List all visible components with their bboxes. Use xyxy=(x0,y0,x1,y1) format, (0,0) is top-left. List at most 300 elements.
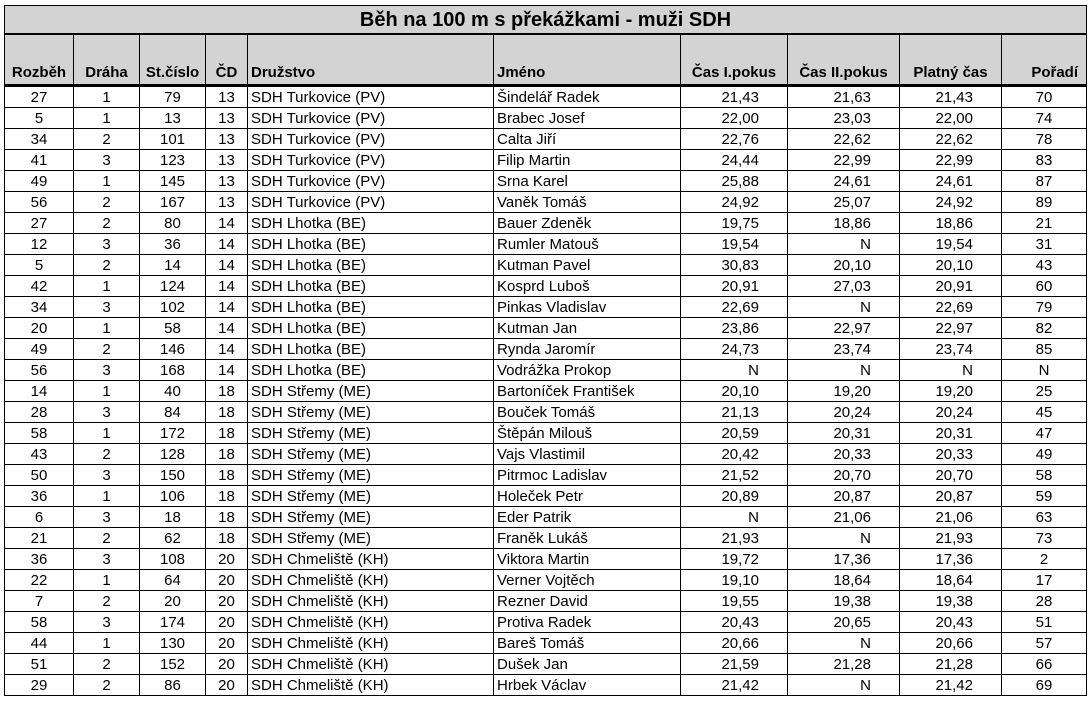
cell-rank: 28 xyxy=(1002,591,1087,612)
cell-time-1: 20,59 xyxy=(681,423,788,444)
cell-draha: 3 xyxy=(74,465,140,486)
cell-time-1: 24,44 xyxy=(681,150,788,171)
cell-cd: 14 xyxy=(206,339,248,360)
cell-rozbeh: 56 xyxy=(5,192,74,213)
cell-time-2: N xyxy=(788,360,900,381)
cell-start-number: 128 xyxy=(140,444,206,465)
cell-time-2: N xyxy=(788,234,900,255)
results-table xyxy=(4,5,1087,696)
cell-team: SDH Chmeliště (KH) xyxy=(248,654,494,675)
cell-cd: 13 xyxy=(206,192,248,213)
cell-rozbeh: 14 xyxy=(5,381,74,402)
cell-team: SDH Střemy (ME) xyxy=(248,528,494,549)
cell-draha: 2 xyxy=(74,591,140,612)
cell-time-1: 19,72 xyxy=(681,549,788,570)
col-header-time-2: Čas II.pokus xyxy=(788,34,900,86)
cell-draha: 3 xyxy=(74,507,140,528)
cell-start-number: 84 xyxy=(140,402,206,423)
table-row xyxy=(5,549,1087,570)
cell-valid-time: 18,64 xyxy=(900,570,1002,591)
cell-rank: 51 xyxy=(1002,612,1087,633)
cell-start-number: 102 xyxy=(140,297,206,318)
cell-rank: 70 xyxy=(1002,86,1087,108)
cell-valid-time: 20,33 xyxy=(900,444,1002,465)
cell-name: Rumler Matouš xyxy=(494,234,681,255)
cell-start-number: 79 xyxy=(140,86,206,108)
cell-team: SDH Chmeliště (KH) xyxy=(248,549,494,570)
cell-cd: 20 xyxy=(206,633,248,654)
cell-start-number: 18 xyxy=(140,507,206,528)
cell-cd: 14 xyxy=(206,297,248,318)
cell-team: SDH Střemy (ME) xyxy=(248,381,494,402)
cell-name: Kutman Jan xyxy=(494,318,681,339)
cell-cd: 18 xyxy=(206,423,248,444)
table-row xyxy=(5,675,1087,696)
cell-rank: 2 xyxy=(1002,549,1087,570)
cell-name: Franěk Lukáš xyxy=(494,528,681,549)
table-row xyxy=(5,360,1087,381)
cell-valid-time: 22,99 xyxy=(900,150,1002,171)
cell-cd: 14 xyxy=(206,276,248,297)
cell-name: Rynda Jaromír xyxy=(494,339,681,360)
cell-time-2: 24,61 xyxy=(788,171,900,192)
cell-rank: 74 xyxy=(1002,108,1087,129)
cell-draha: 3 xyxy=(74,612,140,633)
cell-valid-time: 18,86 xyxy=(900,213,1002,234)
cell-start-number: 108 xyxy=(140,549,206,570)
cell-valid-time: 20,91 xyxy=(900,276,1002,297)
cell-draha: 2 xyxy=(74,192,140,213)
cell-start-number: 64 xyxy=(140,570,206,591)
cell-time-1: 20,89 xyxy=(681,486,788,507)
cell-rozbeh: 12 xyxy=(5,234,74,255)
cell-time-2: 18,86 xyxy=(788,213,900,234)
table-row xyxy=(5,444,1087,465)
cell-draha: 2 xyxy=(74,444,140,465)
cell-name: Hrbek Václav xyxy=(494,675,681,696)
cell-time-1: 20,10 xyxy=(681,381,788,402)
cell-team: SDH Turkovice (PV) xyxy=(248,108,494,129)
cell-cd: 18 xyxy=(206,486,248,507)
cell-time-1: 30,83 xyxy=(681,255,788,276)
table-row xyxy=(5,86,1087,108)
cell-name: Vodrážka Prokop xyxy=(494,360,681,381)
cell-time-2: 20,65 xyxy=(788,612,900,633)
table-row xyxy=(5,507,1087,528)
cell-time-1: N xyxy=(681,360,788,381)
cell-time-1: 21,13 xyxy=(681,402,788,423)
cell-time-2: 20,24 xyxy=(788,402,900,423)
cell-rozbeh: 36 xyxy=(5,486,74,507)
table-row xyxy=(5,486,1087,507)
cell-time-2: 17,36 xyxy=(788,549,900,570)
cell-rozbeh: 5 xyxy=(5,108,74,129)
cell-cd: 18 xyxy=(206,465,248,486)
table-row xyxy=(5,234,1087,255)
cell-start-number: 20 xyxy=(140,591,206,612)
table-row xyxy=(5,108,1087,129)
cell-rank: 85 xyxy=(1002,339,1087,360)
cell-valid-time: 22,97 xyxy=(900,318,1002,339)
cell-name: Bauer Zdeněk xyxy=(494,213,681,234)
table-row xyxy=(5,276,1087,297)
cell-time-1: 19,54 xyxy=(681,234,788,255)
cell-start-number: 86 xyxy=(140,675,206,696)
cell-time-2: 23,03 xyxy=(788,108,900,129)
cell-name: Verner Vojtěch xyxy=(494,570,681,591)
cell-time-2: 18,64 xyxy=(788,570,900,591)
cell-valid-time: 20,70 xyxy=(900,465,1002,486)
table-row xyxy=(5,255,1087,276)
cell-start-number: 167 xyxy=(140,192,206,213)
cell-time-1: 21,52 xyxy=(681,465,788,486)
cell-time-1: 22,76 xyxy=(681,129,788,150)
cell-rozbeh: 49 xyxy=(5,171,74,192)
cell-draha: 3 xyxy=(74,234,140,255)
cell-start-number: 13 xyxy=(140,108,206,129)
cell-rank: 69 xyxy=(1002,675,1087,696)
col-header-time-1: Čas I.pokus xyxy=(681,34,788,86)
cell-cd: 14 xyxy=(206,360,248,381)
table-row xyxy=(5,339,1087,360)
col-header-rank: Pořadí xyxy=(1002,34,1087,86)
table-row xyxy=(5,297,1087,318)
cell-valid-time: 19,54 xyxy=(900,234,1002,255)
cell-valid-time: 19,38 xyxy=(900,591,1002,612)
cell-rozbeh: 41 xyxy=(5,150,74,171)
cell-draha: 2 xyxy=(74,129,140,150)
cell-rank: N xyxy=(1002,360,1087,381)
cell-cd: 13 xyxy=(206,171,248,192)
table-row xyxy=(5,423,1087,444)
cell-time-2: 20,33 xyxy=(788,444,900,465)
cell-draha: 1 xyxy=(74,318,140,339)
cell-rozbeh: 36 xyxy=(5,549,74,570)
cell-time-1: 21,42 xyxy=(681,675,788,696)
col-header-valid-time: Platný čas xyxy=(900,34,1002,86)
cell-rozbeh: 5 xyxy=(5,255,74,276)
cell-rank: 79 xyxy=(1002,297,1087,318)
cell-draha: 1 xyxy=(74,171,140,192)
cell-valid-time: 20,10 xyxy=(900,255,1002,276)
cell-team: SDH Chmeliště (KH) xyxy=(248,675,494,696)
col-header-name: Jméno xyxy=(494,34,681,86)
cell-time-2: N xyxy=(788,675,900,696)
cell-team: SDH Chmeliště (KH) xyxy=(248,633,494,654)
cell-team: SDH Střemy (ME) xyxy=(248,465,494,486)
col-header-cd: ČD xyxy=(206,34,248,86)
cell-rank: 31 xyxy=(1002,234,1087,255)
cell-valid-time: 21,06 xyxy=(900,507,1002,528)
cell-draha: 1 xyxy=(74,276,140,297)
cell-start-number: 145 xyxy=(140,171,206,192)
results-sheet xyxy=(4,5,1087,696)
table-row xyxy=(5,402,1087,423)
table-row xyxy=(5,171,1087,192)
cell-rozbeh: 34 xyxy=(5,129,74,150)
table-row xyxy=(5,570,1087,591)
cell-team: SDH Turkovice (PV) xyxy=(248,86,494,108)
title-row xyxy=(5,6,1087,35)
cell-start-number: 40 xyxy=(140,381,206,402)
cell-valid-time: 21,28 xyxy=(900,654,1002,675)
cell-start-number: 168 xyxy=(140,360,206,381)
cell-time-1: 21,93 xyxy=(681,528,788,549)
cell-valid-time: 20,43 xyxy=(900,612,1002,633)
cell-time-2: 20,87 xyxy=(788,486,900,507)
cell-rozbeh: 50 xyxy=(5,465,74,486)
cell-valid-time: 20,87 xyxy=(900,486,1002,507)
cell-name: Eder Patrik xyxy=(494,507,681,528)
cell-valid-time: 22,00 xyxy=(900,108,1002,129)
cell-cd: 18 xyxy=(206,381,248,402)
col-header-team: Družstvo xyxy=(248,34,494,86)
cell-draha: 1 xyxy=(74,633,140,654)
cell-time-2: 22,62 xyxy=(788,129,900,150)
cell-rozbeh: 27 xyxy=(5,86,74,108)
cell-rozbeh: 49 xyxy=(5,339,74,360)
cell-time-2: 22,97 xyxy=(788,318,900,339)
cell-name: Bouček Tomáš xyxy=(494,402,681,423)
table-row xyxy=(5,129,1087,150)
cell-time-2: 21,06 xyxy=(788,507,900,528)
cell-start-number: 150 xyxy=(140,465,206,486)
table-row xyxy=(5,213,1087,234)
cell-team: SDH Lhotka (BE) xyxy=(248,213,494,234)
cell-rank: 87 xyxy=(1002,171,1087,192)
cell-rank: 60 xyxy=(1002,276,1087,297)
cell-rank: 78 xyxy=(1002,129,1087,150)
cell-valid-time: 21,42 xyxy=(900,675,1002,696)
cell-rozbeh: 27 xyxy=(5,213,74,234)
cell-valid-time: 23,74 xyxy=(900,339,1002,360)
cell-draha: 3 xyxy=(74,150,140,171)
table-row xyxy=(5,612,1087,633)
col-header-rozbeh: Rozběh xyxy=(5,34,74,86)
cell-start-number: 130 xyxy=(140,633,206,654)
cell-valid-time: 20,24 xyxy=(900,402,1002,423)
cell-rozbeh: 29 xyxy=(5,675,74,696)
cell-cd: 13 xyxy=(206,129,248,150)
cell-start-number: 124 xyxy=(140,276,206,297)
table-row xyxy=(5,318,1087,339)
cell-time-2: 20,10 xyxy=(788,255,900,276)
cell-rozbeh: 6 xyxy=(5,507,74,528)
cell-draha: 3 xyxy=(74,297,140,318)
cell-rank: 17 xyxy=(1002,570,1087,591)
cell-name: Holeček Petr xyxy=(494,486,681,507)
cell-team: SDH Lhotka (BE) xyxy=(248,360,494,381)
cell-time-1: 20,43 xyxy=(681,612,788,633)
cell-rozbeh: 44 xyxy=(5,633,74,654)
cell-team: SDH Střemy (ME) xyxy=(248,507,494,528)
cell-rank: 73 xyxy=(1002,528,1087,549)
table-row xyxy=(5,465,1087,486)
cell-name: Srna Karel xyxy=(494,171,681,192)
cell-valid-time: 22,62 xyxy=(900,129,1002,150)
cell-draha: 3 xyxy=(74,402,140,423)
table-row xyxy=(5,381,1087,402)
cell-time-1: 21,59 xyxy=(681,654,788,675)
cell-rank: 57 xyxy=(1002,633,1087,654)
cell-cd: 14 xyxy=(206,318,248,339)
cell-team: SDH Chmeliště (KH) xyxy=(248,570,494,591)
cell-cd: 13 xyxy=(206,108,248,129)
cell-name: Pinkas Vladislav xyxy=(494,297,681,318)
cell-time-2: 21,28 xyxy=(788,654,900,675)
cell-rozbeh: 7 xyxy=(5,591,74,612)
cell-rank: 47 xyxy=(1002,423,1087,444)
cell-time-2: N xyxy=(788,528,900,549)
cell-name: Štěpán Milouš xyxy=(494,423,681,444)
cell-start-number: 62 xyxy=(140,528,206,549)
cell-valid-time: N xyxy=(900,360,1002,381)
col-header-start-number: St.číslo xyxy=(140,34,206,86)
cell-team: SDH Lhotka (BE) xyxy=(248,318,494,339)
header-row xyxy=(5,34,1087,86)
cell-time-1: 21,43 xyxy=(681,86,788,108)
cell-time-2: N xyxy=(788,297,900,318)
cell-valid-time: 22,69 xyxy=(900,297,1002,318)
table-row xyxy=(5,633,1087,654)
cell-time-1: 20,42 xyxy=(681,444,788,465)
cell-rozbeh: 43 xyxy=(5,444,74,465)
cell-rank: 89 xyxy=(1002,192,1087,213)
cell-start-number: 106 xyxy=(140,486,206,507)
cell-start-number: 101 xyxy=(140,129,206,150)
cell-name: Filip Martin xyxy=(494,150,681,171)
table-row xyxy=(5,150,1087,171)
cell-team: SDH Turkovice (PV) xyxy=(248,129,494,150)
cell-rank: 43 xyxy=(1002,255,1087,276)
cell-team: SDH Turkovice (PV) xyxy=(248,192,494,213)
cell-draha: 1 xyxy=(74,86,140,108)
cell-rozbeh: 56 xyxy=(5,360,74,381)
cell-name: Dušek Jan xyxy=(494,654,681,675)
cell-draha: 3 xyxy=(74,549,140,570)
cell-time-1: 20,66 xyxy=(681,633,788,654)
cell-cd: 13 xyxy=(206,86,248,108)
cell-time-1: 22,00 xyxy=(681,108,788,129)
cell-draha: 1 xyxy=(74,486,140,507)
cell-rank: 63 xyxy=(1002,507,1087,528)
cell-valid-time: 17,36 xyxy=(900,549,1002,570)
table-row xyxy=(5,192,1087,213)
cell-team: SDH Střemy (ME) xyxy=(248,423,494,444)
cell-name: Pitrmoc Ladislav xyxy=(494,465,681,486)
cell-draha: 1 xyxy=(74,381,140,402)
cell-start-number: 58 xyxy=(140,318,206,339)
cell-time-2: 23,74 xyxy=(788,339,900,360)
cell-rozbeh: 42 xyxy=(5,276,74,297)
cell-team: SDH Turkovice (PV) xyxy=(248,171,494,192)
cell-rank: 83 xyxy=(1002,150,1087,171)
cell-start-number: 152 xyxy=(140,654,206,675)
cell-cd: 14 xyxy=(206,213,248,234)
cell-rozbeh: 21 xyxy=(5,528,74,549)
cell-cd: 20 xyxy=(206,675,248,696)
cell-time-2: 25,07 xyxy=(788,192,900,213)
cell-time-2: N xyxy=(788,633,900,654)
cell-rozbeh: 22 xyxy=(5,570,74,591)
cell-time-1: 19,75 xyxy=(681,213,788,234)
cell-team: SDH Střemy (ME) xyxy=(248,402,494,423)
cell-draha: 2 xyxy=(74,528,140,549)
cell-rank: 49 xyxy=(1002,444,1087,465)
cell-draha: 2 xyxy=(74,654,140,675)
cell-team: SDH Turkovice (PV) xyxy=(248,150,494,171)
cell-name: Bareš Tomáš xyxy=(494,633,681,654)
cell-start-number: 172 xyxy=(140,423,206,444)
sheet-title: Běh na 100 m s překážkami - muži SDH xyxy=(5,6,1087,35)
cell-name: Šindelář Radek xyxy=(494,86,681,108)
cell-rozbeh: 34 xyxy=(5,297,74,318)
cell-time-2: 20,70 xyxy=(788,465,900,486)
cell-cd: 20 xyxy=(206,654,248,675)
cell-valid-time: 19,20 xyxy=(900,381,1002,402)
cell-name: Rezner David xyxy=(494,591,681,612)
cell-valid-time: 24,61 xyxy=(900,171,1002,192)
cell-rank: 66 xyxy=(1002,654,1087,675)
cell-start-number: 123 xyxy=(140,150,206,171)
cell-time-1: 23,86 xyxy=(681,318,788,339)
cell-team: SDH Střemy (ME) xyxy=(248,486,494,507)
cell-cd: 20 xyxy=(206,549,248,570)
cell-rank: 58 xyxy=(1002,465,1087,486)
cell-team: SDH Chmeliště (KH) xyxy=(248,591,494,612)
cell-cd: 18 xyxy=(206,402,248,423)
cell-time-1: 24,73 xyxy=(681,339,788,360)
cell-time-2: 19,38 xyxy=(788,591,900,612)
cell-draha: 1 xyxy=(74,108,140,129)
cell-time-2: 19,20 xyxy=(788,381,900,402)
cell-time-1: 24,92 xyxy=(681,192,788,213)
cell-cd: 14 xyxy=(206,234,248,255)
cell-rank: 59 xyxy=(1002,486,1087,507)
cell-time-1: 22,69 xyxy=(681,297,788,318)
cell-time-1: N xyxy=(681,507,788,528)
table-row xyxy=(5,654,1087,675)
cell-time-1: 25,88 xyxy=(681,171,788,192)
cell-draha: 2 xyxy=(74,213,140,234)
cell-team: SDH Lhotka (BE) xyxy=(248,234,494,255)
cell-valid-time: 24,92 xyxy=(900,192,1002,213)
cell-cd: 20 xyxy=(206,591,248,612)
cell-rozbeh: 58 xyxy=(5,423,74,444)
cell-team: SDH Chmeliště (KH) xyxy=(248,612,494,633)
cell-draha: 1 xyxy=(74,423,140,444)
cell-name: Brabec Josef xyxy=(494,108,681,129)
cell-valid-time: 20,31 xyxy=(900,423,1002,444)
cell-cd: 20 xyxy=(206,570,248,591)
cell-valid-time: 21,43 xyxy=(900,86,1002,108)
cell-name: Calta Jiří xyxy=(494,129,681,150)
cell-draha: 3 xyxy=(74,360,140,381)
cell-valid-time: 20,66 xyxy=(900,633,1002,654)
col-header-draha: Dráha xyxy=(74,34,140,86)
cell-cd: 13 xyxy=(206,150,248,171)
cell-rozbeh: 58 xyxy=(5,612,74,633)
cell-time-1: 19,55 xyxy=(681,591,788,612)
cell-name: Viktora Martin xyxy=(494,549,681,570)
cell-time-1: 20,91 xyxy=(681,276,788,297)
cell-start-number: 14 xyxy=(140,255,206,276)
cell-start-number: 174 xyxy=(140,612,206,633)
cell-cd: 18 xyxy=(206,444,248,465)
cell-team: SDH Lhotka (BE) xyxy=(248,339,494,360)
cell-time-2: 20,31 xyxy=(788,423,900,444)
cell-draha: 1 xyxy=(74,570,140,591)
